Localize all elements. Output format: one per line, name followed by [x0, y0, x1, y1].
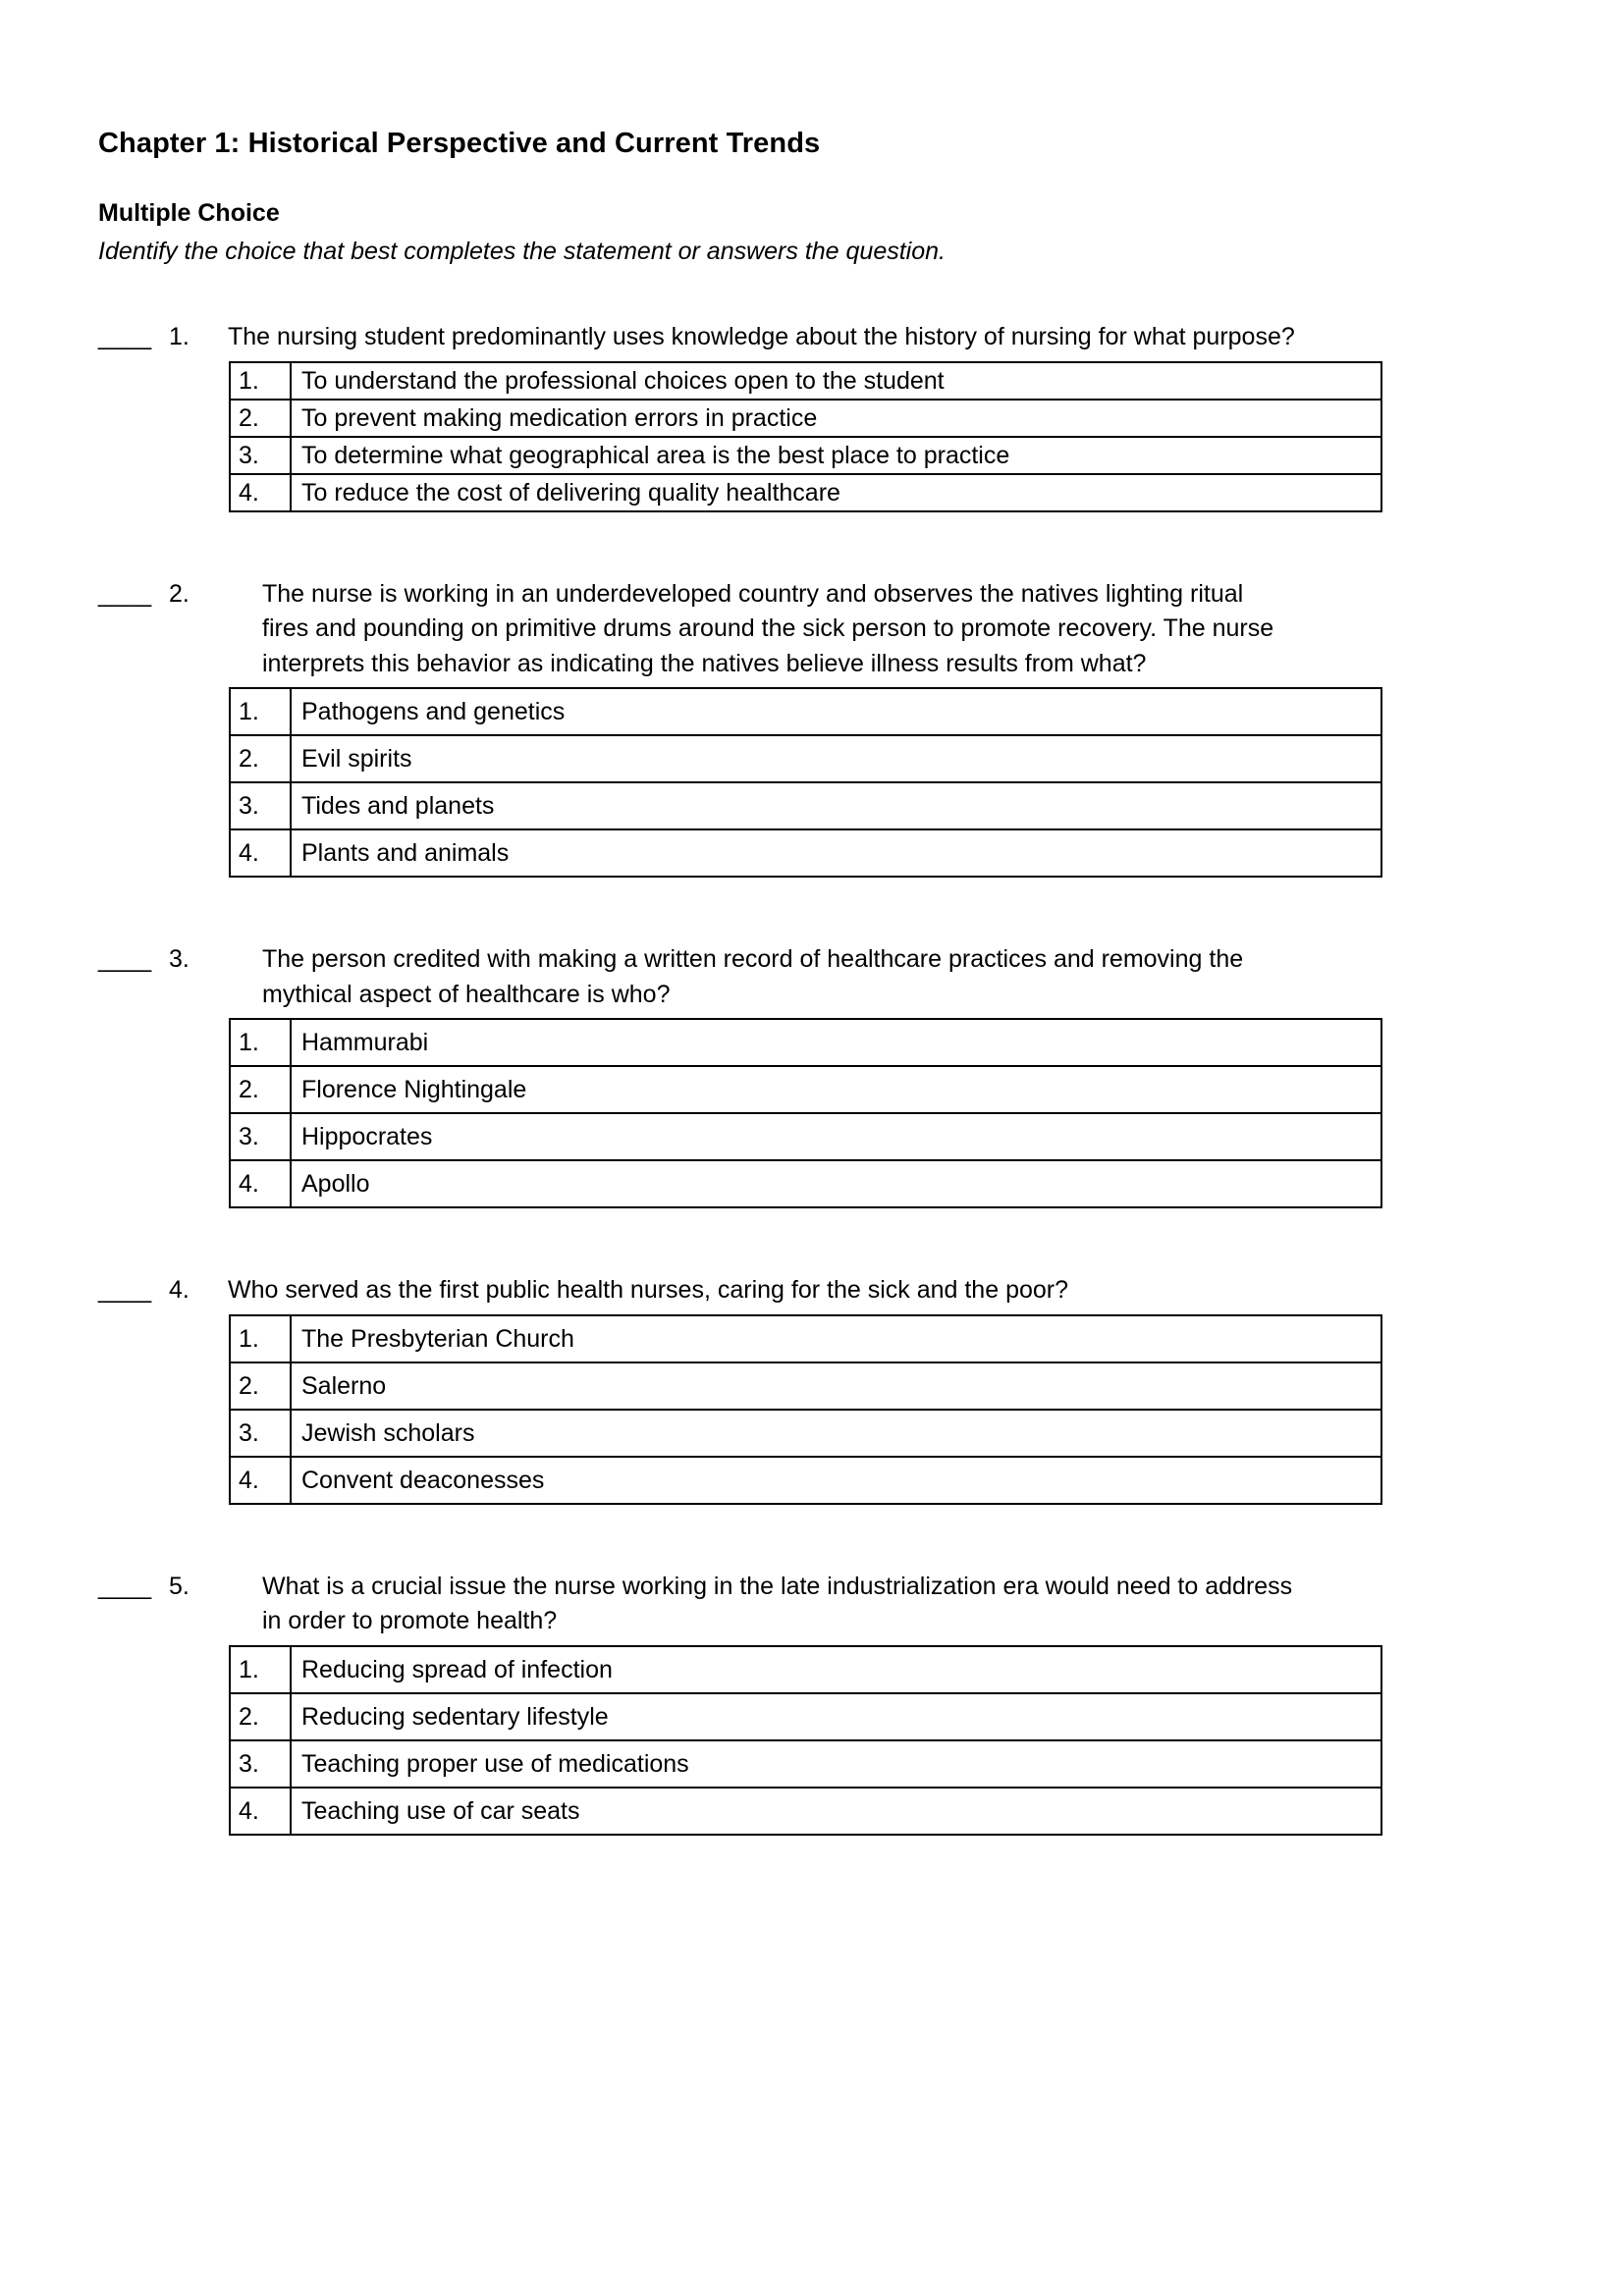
question-text-line: Who served as the first public health nurses, caring for the sick and the poor? [228, 1276, 1069, 1304]
question-block [98, 942, 1492, 1208]
answer-choice-text: The Presbyterian Church [291, 1315, 1381, 1362]
answer-choice-row[interactable] [230, 400, 1381, 437]
answer-choice-index: 1. [230, 688, 291, 735]
answer-choice-index: 2. [230, 1362, 291, 1410]
answer-choice-index: 4. [230, 1788, 291, 1835]
question-line [98, 942, 1492, 1012]
answer-choices-table [229, 361, 1382, 512]
question-number: 1. [169, 323, 189, 350]
answer-choice-index: 4. [230, 1457, 291, 1504]
answer-choice-row[interactable] [230, 1410, 1381, 1457]
answer-choice-text: To determine what geographical area is the best place to practice [291, 437, 1381, 474]
answer-choice-text: Pathogens and genetics [291, 688, 1381, 735]
question-line [98, 577, 1492, 682]
answer-choice-row[interactable] [230, 1740, 1381, 1788]
answer-choice-row[interactable] [230, 829, 1381, 877]
answer-choice-row[interactable] [230, 688, 1381, 735]
answer-choice-text: Evil spirits [291, 735, 1381, 782]
question-text-line: What is a crucial issue the nurse working in the late industrialization era would need to address [262, 1572, 1293, 1600]
answer-choice-index: 4. [230, 829, 291, 877]
answer-choice-row[interactable] [230, 1362, 1381, 1410]
answer-choice-row[interactable] [230, 1066, 1381, 1113]
answer-blank[interactable]: ____ [98, 945, 151, 973]
answer-choice-row[interactable] [230, 1646, 1381, 1693]
answer-blank[interactable]: ____ [98, 1276, 151, 1304]
answer-choice-row[interactable] [230, 1315, 1381, 1362]
question-text-line: mythical aspect of healthcare is who? [262, 980, 671, 1008]
answer-choice-index: 4. [230, 1160, 291, 1207]
answer-choice-row[interactable] [230, 1113, 1381, 1160]
answer-choice-index: 3. [230, 1410, 291, 1457]
question-line [98, 320, 1492, 355]
question-block [98, 1570, 1492, 1836]
question-number: 5. [169, 1572, 189, 1600]
answer-choice-text: To reduce the cost of delivering quality healthcare [291, 474, 1381, 511]
question-text-line: fires and pounding on primitive drums around the sick person to promote recovery. The nurse [262, 614, 1274, 642]
answer-choice-text: Apollo [291, 1160, 1381, 1207]
answer-choice-text: To prevent making medication errors in practice [291, 400, 1381, 437]
instruction-text: Identify the choice that best completes the statement or answers the question. [98, 237, 946, 265]
question-line [98, 1273, 1492, 1308]
question-text [262, 942, 1492, 1012]
answer-choice-row[interactable] [230, 1019, 1381, 1066]
answer-choice-text: Reducing sedentary lifestyle [291, 1693, 1381, 1740]
question-block [98, 1273, 1492, 1505]
question-text-line: interprets this behavior as indicating the natives believe illness results from what? [262, 649, 1147, 677]
answer-choice-index: 2. [230, 735, 291, 782]
answer-choice-index: 2. [230, 1066, 291, 1113]
answer-choice-row[interactable] [230, 1457, 1381, 1504]
question-text-line: The person credited with making a written record of healthcare practices and removing the [262, 945, 1244, 973]
question-text [228, 320, 1492, 355]
question-block [98, 577, 1492, 879]
answer-choice-index: 3. [230, 782, 291, 829]
question-line [98, 1570, 1492, 1639]
page-content [98, 126, 1492, 1836]
page-title: Chapter 1: Historical Perspective and Current Trends [98, 128, 821, 159]
answer-choices-table [229, 1018, 1382, 1208]
answer-blank[interactable]: ____ [98, 323, 151, 350]
answer-choice-index: 2. [230, 400, 291, 437]
answer-choice-text: Teaching use of car seats [291, 1788, 1381, 1835]
answer-blank[interactable]: ____ [98, 579, 151, 608]
question-text [262, 577, 1492, 682]
question-text-line: The nurse is working in an underdeveloped country and observes the natives lighting ritual [262, 579, 1244, 608]
question-text [228, 1273, 1492, 1308]
answer-choice-index: 1. [230, 362, 291, 400]
answer-choice-row[interactable] [230, 1693, 1381, 1740]
answer-choices-table [229, 1314, 1382, 1505]
answer-choice-text: Reducing spread of infection [291, 1646, 1381, 1693]
answer-choices-table [229, 1645, 1382, 1836]
answer-choice-row[interactable] [230, 362, 1381, 400]
answer-choice-text: Tides and planets [291, 782, 1381, 829]
question-text [262, 1570, 1492, 1639]
answer-choice-text: Teaching proper use of medications [291, 1740, 1381, 1788]
answer-choice-text: Florence Nightingale [291, 1066, 1381, 1113]
answer-choice-index: 2. [230, 1693, 291, 1740]
answer-choice-row[interactable] [230, 1160, 1381, 1207]
answer-choices-table [229, 687, 1382, 878]
answer-choice-index: 1. [230, 1646, 291, 1693]
answer-choice-row[interactable] [230, 474, 1381, 511]
answer-blank[interactable]: ____ [98, 1572, 151, 1600]
question-text-line: The nursing student predominantly uses knowledge about the history of nursing for what purpose? [228, 323, 1295, 350]
question-number: 4. [169, 1276, 189, 1304]
answer-choice-row[interactable] [230, 782, 1381, 829]
answer-choice-text: Convent deaconesses [291, 1457, 1381, 1504]
question-number: 3. [169, 945, 189, 973]
questions-list [98, 320, 1492, 1836]
answer-choice-row[interactable] [230, 735, 1381, 782]
answer-choice-text: To understand the professional choices open to the student [291, 362, 1381, 400]
question-text-line: in order to promote health? [262, 1607, 558, 1634]
answer-choice-text: Salerno [291, 1362, 1381, 1410]
answer-choice-text: Plants and animals [291, 829, 1381, 877]
answer-choice-index: 1. [230, 1315, 291, 1362]
section-heading-multiple-choice: Multiple Choice [98, 199, 280, 228]
answer-choice-index: 3. [230, 437, 291, 474]
answer-choice-row[interactable] [230, 1788, 1381, 1835]
answer-choice-index: 4. [230, 474, 291, 511]
answer-choice-text: Hammurabi [291, 1019, 1381, 1066]
answer-choice-index: 3. [230, 1113, 291, 1160]
question-number: 2. [169, 579, 189, 608]
answer-choice-row[interactable] [230, 437, 1381, 474]
question-block [98, 320, 1492, 512]
answer-choice-index: 3. [230, 1740, 291, 1788]
answer-choice-text: Hippocrates [291, 1113, 1381, 1160]
answer-choice-text: Jewish scholars [291, 1410, 1381, 1457]
answer-choice-index: 1. [230, 1019, 291, 1066]
